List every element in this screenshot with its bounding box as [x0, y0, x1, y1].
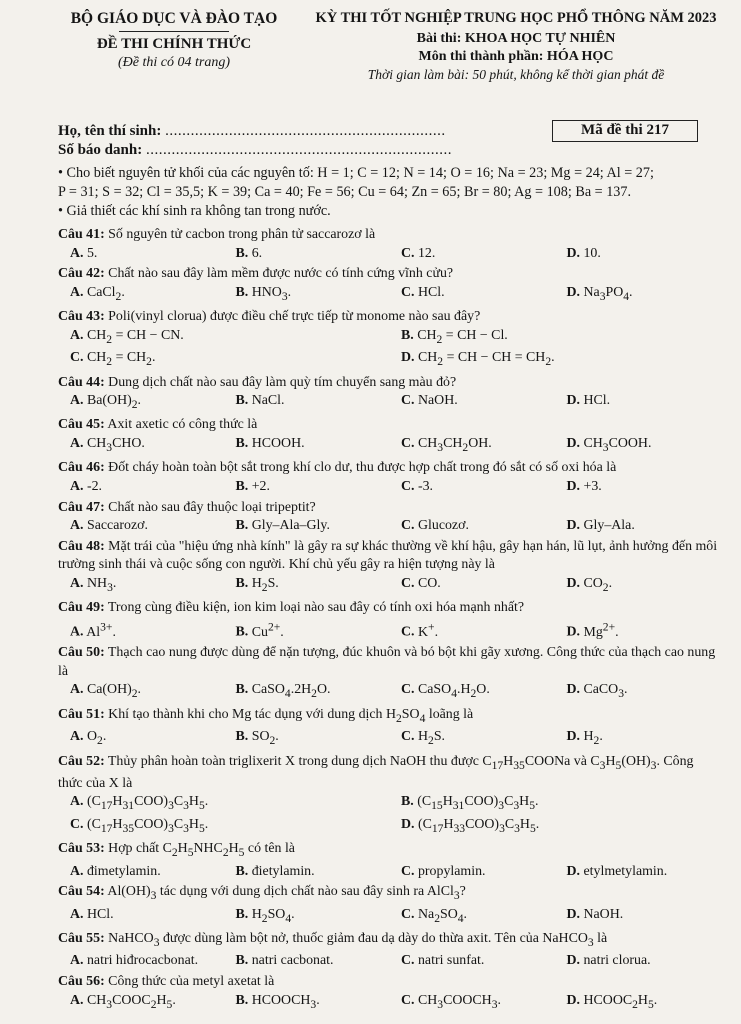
option-text: natri cacbonat.	[248, 953, 334, 969]
answer-option	[224, 284, 390, 306]
question-number: Câu 56:	[58, 973, 105, 989]
option-letter: D.	[566, 906, 581, 922]
question-stem	[58, 226, 720, 245]
candidate-id-label: Số báo danh:	[58, 142, 143, 158]
answer-option	[224, 245, 390, 264]
answer-option	[555, 863, 721, 882]
question-52	[58, 753, 720, 839]
answer-option	[555, 681, 721, 703]
option-text: K+.	[414, 619, 439, 640]
option-text: +3.	[580, 479, 602, 495]
question-stem	[58, 883, 720, 905]
option-letter: C.	[401, 245, 415, 261]
answer-option	[555, 245, 721, 264]
option-letter: C.	[70, 350, 84, 366]
option-letter: A.	[70, 624, 84, 640]
option-letter: C.	[401, 479, 415, 495]
option-letter: A.	[70, 284, 84, 300]
option-letter: A.	[70, 992, 84, 1008]
answer-options-row	[58, 478, 720, 497]
question-number: Câu 54:	[58, 884, 105, 900]
answer-option	[389, 992, 555, 1014]
question-text: Số nguyên tử cacbon trong phân tử saccarozơ là	[104, 227, 376, 242]
option-letter: A.	[70, 518, 84, 534]
candidate-name-line	[58, 122, 452, 141]
option-letter: D.	[566, 576, 581, 591]
option-text: $(C_{17}H_{31}COO)_3C_3H_5$.	[83, 794, 209, 813]
option-text: Gly–Ala.	[580, 518, 635, 534]
question-stem	[58, 930, 720, 952]
option-letter: B.	[235, 729, 249, 745]
question-number: Câu 53:	[58, 841, 105, 857]
question-stem	[58, 459, 720, 478]
exam-title: KỲ THI TỐT NGHIỆP TRUNG HỌC PHỔ THÔNG NĂM 2023	[315, 10, 717, 26]
answer-options-row	[58, 728, 720, 750]
option-letter: D.	[401, 350, 415, 366]
option-letter: A.	[70, 953, 84, 969]
question-text: Thạch cao nung được dùng để nặn tượng, đúc khuôn và bó bột khi gãy xương. Công thức của thạch cao nung là	[58, 645, 716, 679]
option-letter: A.	[70, 576, 84, 591]
candidate-id-line	[58, 141, 452, 160]
answer-options-row	[58, 681, 720, 703]
atomic-mass-notes	[58, 164, 718, 221]
answer-options-row	[58, 517, 720, 536]
option-letter: C.	[401, 518, 415, 534]
header-right	[296, 10, 736, 83]
question-text: Trong cùng điều kiện, ion kim loại nào sau đây có tính oxi hóa mạnh nhất?	[104, 600, 525, 616]
option-text: $CH_2$ = CH − Cl.	[413, 327, 508, 346]
answer-option	[58, 349, 389, 371]
ministry-name: BỘ GIÁO DỤC VÀ ĐÀO TẠO	[70, 10, 278, 27]
answer-options-row	[58, 863, 720, 882]
option-letter: C.	[401, 906, 415, 922]
option-text: -3.	[414, 479, 434, 495]
option-text: $NH_3$.	[83, 576, 117, 594]
answer-option	[58, 284, 224, 306]
answer-option	[555, 517, 721, 536]
option-letter: B.	[235, 479, 249, 495]
option-letter: A.	[70, 906, 84, 922]
option-text: $CH_3COOC_2H_5$.	[83, 992, 176, 1011]
option-letter: A.	[70, 393, 84, 409]
question-number: Câu 44:	[58, 374, 105, 390]
option-text: $Ca(OH)_2$.	[83, 682, 142, 701]
option-letter: B.	[235, 436, 249, 452]
question-55	[58, 930, 720, 971]
answer-option	[555, 435, 721, 457]
answer-option	[555, 906, 721, 928]
question-number: Câu 46:	[58, 460, 105, 476]
option-text: $HCOOC_2H_5$.	[580, 992, 658, 1011]
answer-options-row	[58, 618, 720, 642]
question-number: Câu 51:	[58, 706, 105, 722]
option-text: NaCl.	[248, 393, 285, 409]
option-text: $CO_2$.	[580, 576, 613, 594]
answer-option	[555, 392, 721, 414]
option-letter: C.	[401, 992, 415, 1008]
question-43	[58, 308, 720, 371]
option-text: Gly–Ala–Gly.	[248, 518, 330, 534]
option-text: natri clorua.	[580, 953, 651, 969]
option-letter: C.	[401, 436, 415, 452]
answer-option	[389, 392, 555, 414]
answer-option	[58, 992, 224, 1014]
option-letter: C.	[401, 863, 415, 879]
header-divider	[119, 31, 229, 32]
answer-options-row	[58, 992, 720, 1014]
option-text: $Al^{3+}$.	[83, 619, 116, 640]
option-letter: B.	[235, 992, 249, 1008]
option-text: $CaSO_4.2H_2O$.	[248, 682, 331, 701]
option-letter: D.	[566, 682, 581, 698]
answer-option	[389, 952, 555, 971]
question-number: Câu 42:	[58, 266, 105, 282]
exam-subject: Bài thi: KHOA HỌC TỰ NHIÊN	[416, 31, 616, 46]
answer-options-row	[58, 435, 720, 457]
question-text: Axit axetic có công thức là	[104, 417, 258, 433]
question-number: Câu 47:	[58, 499, 105, 515]
option-letter: C.	[401, 284, 415, 300]
question-list	[58, 226, 720, 1016]
option-letter: A.	[70, 245, 84, 261]
option-letter: B.	[235, 624, 249, 640]
question-47	[58, 499, 720, 536]
question-text: NaHCO$_3$ được dùng làm bột nở, thuốc giảm đau dạ dày do thừa axit. Tên của NaHCO$_3$ là	[104, 930, 608, 949]
answer-option	[389, 327, 720, 349]
answer-option	[58, 728, 224, 750]
answer-option	[58, 327, 389, 349]
option-text: $Cu^{2+}$.	[248, 619, 284, 640]
question-number: Câu 50:	[58, 645, 105, 661]
question-51	[58, 706, 720, 751]
option-letter: A.	[70, 729, 84, 745]
option-text: +2.	[248, 479, 270, 495]
option-text: natri sunfat.	[414, 953, 485, 969]
candidate-id-dots: ........................................................................	[145, 142, 452, 158]
question-text: Chất nào sau đây làm mềm được nước có tính cứng vĩnh cửu?	[104, 266, 454, 282]
question-41	[58, 226, 720, 263]
answer-option	[224, 992, 390, 1014]
option-text: $CH_2$ = CH − CH = $CH_2$.	[414, 350, 555, 368]
answer-option	[389, 575, 555, 597]
answer-option	[224, 618, 390, 642]
answer-option	[224, 952, 390, 971]
question-text: Poli(vinyl clorua) được điều chế trực tiếp từ monome nào sau đây?	[104, 309, 481, 325]
option-letter: A.	[70, 327, 84, 343]
option-text: 10.	[580, 245, 601, 261]
option-text: đietylamin.	[248, 863, 315, 879]
answer-option	[389, 863, 555, 882]
answer-options-row	[58, 349, 720, 371]
answer-option	[58, 863, 224, 882]
option-text: 5.	[83, 245, 98, 261]
option-letter: D.	[566, 245, 581, 261]
answer-option	[224, 435, 390, 457]
answer-option	[58, 952, 224, 971]
question-text: $Al(OH)_3$ tác dụng với dung dịch chất nào sau đây sinh ra AlCl$_3$?	[104, 884, 466, 902]
header-left	[58, 10, 290, 71]
atomic-mass-line-2: P = 31; S = 32; Cl = 35,5; K = 39; Ca = 40; Fe = 56; Cu = 64; Zn = 65; Br = 80; Ag = 108; Ba = 137.	[58, 184, 632, 200]
question-stem	[58, 308, 720, 327]
option-letter: B.	[235, 518, 249, 534]
exam-code-box: Mã đề thi 217	[552, 120, 698, 142]
answer-option	[555, 284, 721, 306]
option-letter: C.	[401, 953, 415, 969]
option-text: 6.	[248, 245, 263, 261]
question-stem	[58, 840, 720, 862]
answer-option	[389, 478, 555, 497]
question-45	[58, 416, 720, 457]
answer-option	[389, 618, 555, 642]
option-letter: B.	[235, 576, 249, 591]
option-text: Glucozơ.	[414, 518, 469, 534]
answer-option	[389, 681, 555, 703]
question-text: Hợp chất $C_2H_5NHC_2H_5$ có tên là	[104, 841, 295, 859]
option-text: $CH_3CHO$.	[83, 436, 145, 454]
question-text: Dung dịch chất nào sau đây làm quỳ tím chuyển sang màu đỏ?	[104, 374, 457, 390]
answer-option	[224, 392, 390, 414]
option-letter: D.	[566, 436, 581, 452]
question-number: Câu 49:	[58, 600, 105, 616]
option-text: etylmetylamin.	[580, 863, 668, 879]
answer-options-row	[58, 952, 720, 971]
option-text: NaOH.	[580, 906, 624, 922]
atomic-mass-line-1: • Cho biết nguyên tử khối của các nguyên tố: H = 1; C = 12; N = 14; O = 16; Na = 23; Mg = 24; Al = 27;	[58, 165, 654, 181]
answer-option	[224, 728, 390, 750]
answer-option	[555, 618, 721, 642]
question-50	[58, 644, 720, 704]
question-stem	[58, 499, 720, 518]
answer-options-row	[58, 327, 720, 349]
answer-option	[555, 952, 721, 971]
question-46	[58, 459, 720, 496]
answer-option	[389, 728, 555, 750]
question-stem	[58, 265, 720, 284]
answer-option	[389, 245, 555, 264]
option-text: $HNO_3$.	[248, 284, 292, 303]
question-stem	[58, 973, 720, 992]
question-text: Thủy phân hoàn toàn triglixerit X trong dung dịch NaOH thu được $C_{17}H_{35}COONa$ và $C_3H_5(OH)_3$. Công thức của X là	[58, 753, 694, 791]
answer-option	[58, 435, 224, 457]
question-number: Câu 43:	[58, 309, 105, 325]
question-53	[58, 840, 720, 881]
official-label: ĐỀ THI CHÍNH THỨC	[96, 36, 252, 52]
answer-option	[555, 992, 721, 1014]
option-text: CaCO$_3$.	[580, 682, 628, 701]
candidate-info	[58, 122, 452, 160]
option-letter: C.	[401, 729, 415, 745]
option-letter: B.	[235, 863, 249, 879]
option-text: $H_2SO_4$.	[248, 906, 295, 925]
option-letter: A.	[70, 436, 84, 452]
answer-option	[555, 575, 721, 597]
question-54	[58, 883, 720, 928]
time-note: Thời gian làm bài: 50 phút, không kể thời gian phát đề	[367, 67, 665, 82]
option-letter: B.	[235, 906, 249, 922]
answer-option	[58, 245, 224, 264]
option-text: HCl.	[580, 393, 611, 409]
answer-option	[58, 517, 224, 536]
answer-option	[224, 517, 390, 536]
option-letter: D.	[566, 393, 581, 409]
answer-option	[555, 478, 721, 497]
answer-option	[389, 906, 555, 928]
question-text: Khí tạo thành khi cho Mg tác dụng với dung dịch $H_2SO_4$ loãng là	[104, 706, 474, 725]
question-text: Công thức của metyl axetat là	[104, 973, 275, 989]
option-text: $Ba(OH)_2$.	[83, 393, 142, 411]
question-number: Câu 52:	[58, 753, 105, 769]
option-letter: C.	[70, 816, 84, 832]
question-48	[58, 538, 720, 598]
option-letter: A.	[70, 794, 84, 810]
option-text: $CaSO_4.H_2O$.	[414, 682, 490, 701]
answer-option	[224, 863, 390, 882]
question-stem	[58, 538, 720, 575]
question-stem	[58, 374, 720, 393]
option-letter: C.	[401, 682, 415, 698]
answer-option	[58, 575, 224, 597]
question-44	[58, 374, 720, 415]
answer-option	[389, 517, 555, 536]
option-letter: B.	[235, 245, 249, 261]
answer-option	[389, 349, 720, 371]
answer-option	[224, 478, 390, 497]
candidate-name-label: Họ, tên thí sinh:	[58, 123, 162, 139]
option-text: -2.	[83, 479, 103, 495]
option-text: $(C_{17}H_{33}COO)_3C_3H_5$.	[414, 816, 540, 835]
option-text: $SO_2$.	[248, 729, 279, 747]
answer-options-row	[58, 906, 720, 928]
option-letter: C.	[401, 576, 415, 591]
option-letter: A.	[70, 479, 84, 495]
option-text: CO.	[414, 576, 441, 591]
option-letter: B.	[401, 327, 414, 343]
option-letter: B.	[235, 953, 249, 969]
option-text: $H_2S$.	[414, 729, 446, 747]
option-text: Saccarozơ.	[83, 518, 148, 534]
option-letter: D.	[566, 518, 581, 534]
candidate-name-dots: ..................................................................	[165, 123, 446, 139]
question-text: Mặt trái của "hiệu ứng nhà kính" là gây ra sự khác thường về khí hậu, gây hạn hán, lũ lụt, ảnh hưởng đến môi trường sinh thái và cuộc sống con người. Khí chủ yếu gây ra hiện tượng này là	[58, 538, 718, 573]
option-text: $CH_3CH_2OH$.	[414, 436, 492, 454]
question-stem	[58, 706, 720, 728]
answer-option	[389, 816, 720, 838]
option-letter: D.	[566, 729, 581, 745]
option-text: HCl.	[414, 284, 445, 300]
answer-option	[58, 681, 224, 703]
question-49	[58, 599, 720, 642]
question-text: Đốt cháy hoàn toàn bột sắt trong khí clo dư, thu được hợp chất trong đó sắt có số oxi hóa là	[104, 460, 617, 476]
question-stem	[58, 599, 720, 618]
answer-option	[224, 575, 390, 597]
option-text: $CH_3COOH$.	[580, 436, 652, 454]
question-42	[58, 265, 720, 306]
gas-note: • Giả thiết các khí sinh ra không tan trong nước.	[58, 203, 331, 219]
option-text: đimetylamin.	[83, 863, 161, 879]
option-letter: B.	[401, 794, 414, 810]
option-text: $O_2$.	[83, 729, 107, 747]
option-letter: D.	[566, 863, 581, 879]
option-letter: B.	[235, 284, 249, 300]
answer-option	[58, 618, 224, 642]
answer-option	[224, 681, 390, 703]
option-text: $HCOOCH_3$.	[248, 992, 320, 1011]
answer-option	[58, 478, 224, 497]
option-letter: A.	[70, 682, 84, 698]
option-letter: C.	[401, 624, 415, 640]
answer-options-row	[58, 793, 720, 815]
option-text: HCl.	[83, 906, 114, 922]
option-text: $Na_2SO_4$.	[414, 906, 468, 925]
question-56	[58, 973, 720, 1014]
option-letter: B.	[235, 393, 249, 409]
option-letter: D.	[401, 816, 415, 832]
option-text: $(C_{17}H_{35}COO)_3C_3H_5$.	[83, 816, 209, 835]
question-number: Câu 55:	[58, 930, 105, 946]
option-letter: A.	[70, 863, 84, 879]
question-stem	[58, 753, 720, 794]
answer-options-row	[58, 284, 720, 306]
option-text: $CH_2 = CH_2$.	[83, 350, 156, 368]
answer-option	[58, 793, 389, 815]
option-text: $Mg^{2+}$.	[580, 619, 619, 640]
answer-option	[555, 728, 721, 750]
answer-option	[58, 906, 224, 928]
answer-option	[389, 435, 555, 457]
question-number: Câu 41:	[58, 227, 105, 242]
answer-option	[389, 284, 555, 306]
option-letter: D.	[566, 479, 581, 495]
option-letter: C.	[401, 393, 415, 409]
option-text: propylamin.	[414, 863, 486, 879]
option-text: $H_2S$.	[248, 576, 279, 594]
option-text: $CH_2$ = CH − CN.	[83, 327, 184, 346]
option-letter: B.	[235, 682, 249, 698]
question-number: Câu 48:	[58, 538, 105, 554]
option-text: NaOH.	[414, 393, 458, 409]
option-letter: D.	[566, 992, 581, 1008]
question-stem	[58, 644, 720, 681]
question-number: Câu 45:	[58, 417, 105, 433]
option-letter: D.	[566, 284, 581, 300]
option-letter: D.	[566, 953, 581, 969]
option-text: HCOOH.	[248, 436, 305, 452]
question-stem	[58, 416, 720, 435]
answer-option	[224, 906, 390, 928]
option-text: $(C_{15}H_{31}COO)_3C_3H_5$.	[413, 794, 539, 813]
answer-option	[58, 816, 389, 838]
option-text: $Na_3PO_4$.	[580, 284, 633, 303]
answer-option	[58, 392, 224, 414]
component-subject: Môn thi thành phần: HÓA HỌC	[418, 49, 614, 64]
option-text: natri hiđrocacbonat.	[83, 953, 199, 969]
pages-note: (Đề thi có 04 trang)	[118, 55, 230, 70]
option-text: $CH_3COOCH_3$.	[414, 992, 501, 1011]
option-text: 12.	[414, 245, 436, 261]
answer-options-row	[58, 392, 720, 414]
answer-options-row	[58, 245, 720, 264]
option-letter: D.	[566, 624, 581, 640]
answer-option	[389, 793, 720, 815]
option-text: CaCl$_2$.	[83, 284, 125, 303]
option-text: $H_2$.	[580, 729, 603, 747]
question-text: Chất nào sau đây thuộc loại tripeptit?	[104, 499, 316, 515]
answer-options-row	[58, 816, 720, 838]
answer-options-row	[58, 575, 720, 597]
